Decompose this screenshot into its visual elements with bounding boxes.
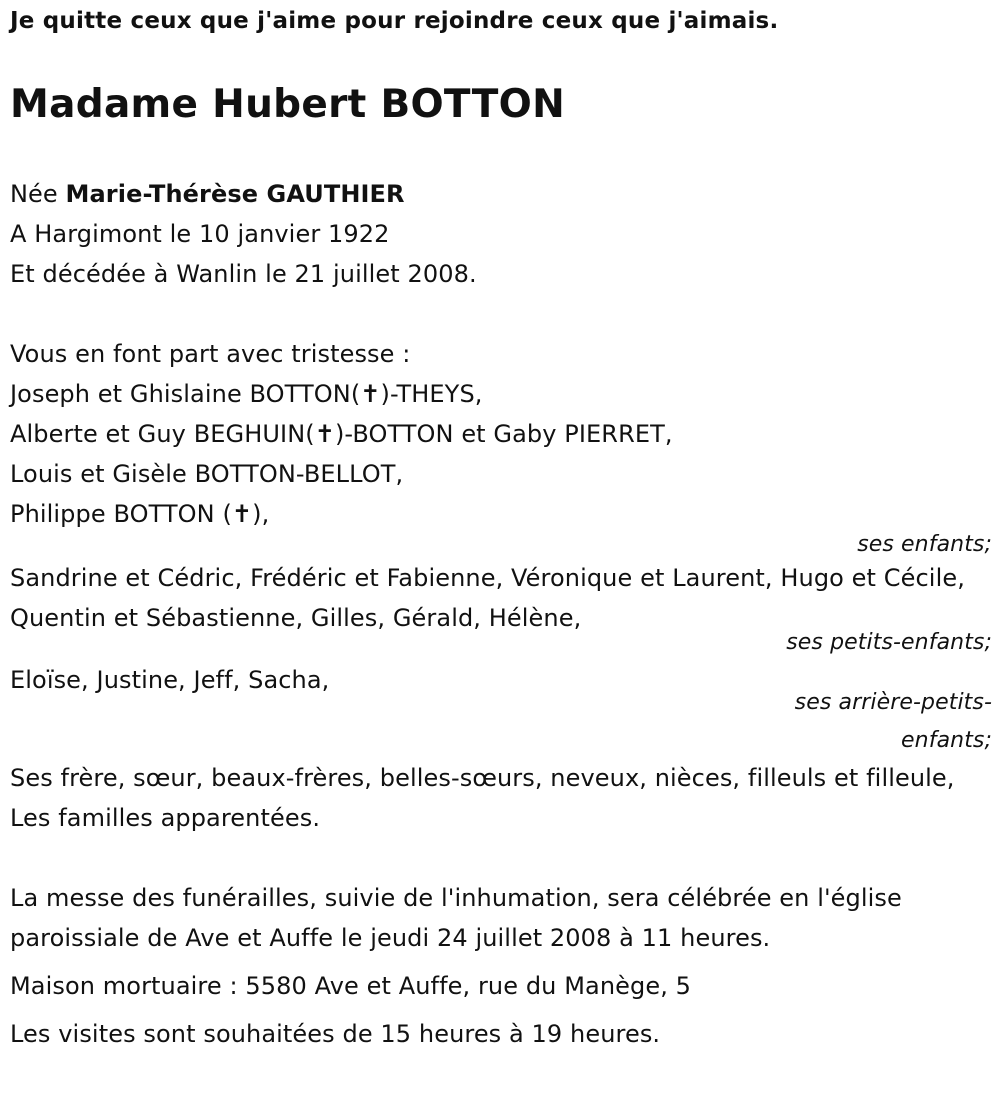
spacer [10, 294, 992, 334]
great-grandchildren-label-2: enfants; [901, 728, 992, 753]
birth-name-line [10, 174, 992, 214]
quote-text: Je quitte ceux que j'aime pour rejoindre ceux que j'aimais. [10, 8, 779, 34]
funeral-visits-text: Les visites sont souhaitées de 15 heures à 19 heures. [10, 1020, 661, 1048]
children-label: ses enfants; [857, 532, 992, 557]
child-line: Louis et Gisèle BOTTON-BELLOT, [10, 460, 404, 488]
grandchildren-line: Sandrine et Cédric, Frédéric et Fabienne, Véronique et Laurent, Hugo et Cécile, Quentin et Sébastienne, Gilles, Gérald, Hélène, [10, 564, 965, 632]
birth-line: A Hargimont le 10 janvier 1922 [10, 220, 390, 248]
great-grandchildren-label-1: ses arrière-petits- [794, 690, 992, 715]
great-grandchildren-line: Eloïse, Justine, Jeff, Sacha, [10, 666, 330, 694]
families-line: Les familles apparentées. [10, 804, 321, 832]
maiden-name: Marie-Thérèse GAUTHIER [65, 180, 405, 208]
child-line: Philippe BOTTON (✝), [10, 500, 270, 528]
child-line: Alberte et Guy BEGHUIN(✝)-BOTTON et Gaby PIERRET, [10, 420, 673, 448]
relatives-line: Ses frère, sœur, beaux-frères, belles-sœurs, neveux, nièces, filleuls et filleule, [10, 764, 955, 792]
spacer [10, 838, 992, 878]
obituary-body [10, 174, 992, 1054]
child-line: Joseph et Ghislaine BOTTON(✝)-THEYS, [10, 380, 483, 408]
announcement-intro: Vous en font part avec tristesse : [10, 340, 411, 368]
funeral-mass-text: La messe des funérailles, suivie de l'inhumation, sera célébrée en l'église paroissiale de Ave et Auffe le jeudi 24 juillet 2008 à 11 heures. [10, 884, 902, 952]
deceased-name: Madame Hubert BOTTON [10, 82, 566, 127]
death-line: Et décédée à Wanlin le 21 juillet 2008. [10, 260, 477, 288]
funeral-house-text: Maison mortuaire : 5580 Ave et Auffe, rue du Manège, 5 [10, 972, 692, 1000]
nee-label: Née [10, 180, 58, 208]
grandchildren-label: ses petits-enfants; [786, 630, 992, 655]
